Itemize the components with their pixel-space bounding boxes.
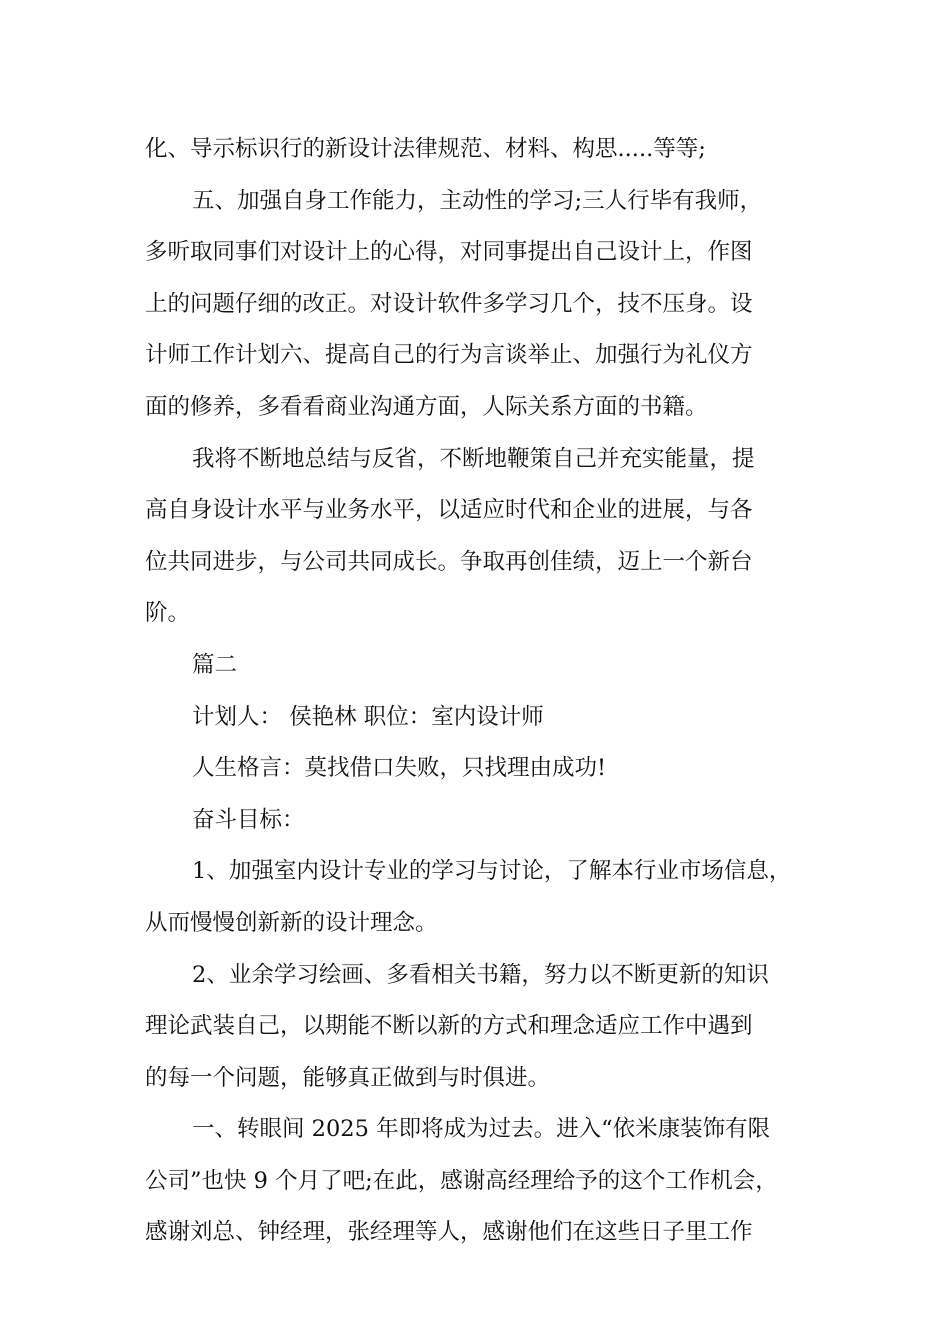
text-line: 奋斗目标： [192,806,305,833]
text-line: 计划人： 侯艳林 职位：室内设计师 [192,703,544,730]
text-line: 篇二 [192,651,238,678]
text-line: 位共同进步，与公司共同成长。争取再创佳绩，迈上一个新台 [145,548,753,575]
text-line: 感谢刘总、钟经理，张经理等人，感谢他们在这些日子里工作 [145,1219,753,1246]
text-line: 我将不断地总结与反省，不断地鞭策自己并充实能量，提 [192,445,755,472]
paragraph-p1 [145,124,813,176]
text-line: 公司”也快 9 个月了吧;在此，感谢高经理给予的这个工作机会， [145,1167,778,1194]
document-body [145,124,813,1259]
text-line: 五、加强自身工作能力，主动性的学习;三人行毕有我师， [192,187,763,214]
paragraph-p6 [145,743,813,795]
paragraph-p7 [145,795,813,847]
paragraph-p2 [145,176,813,434]
text-line: 人生格言：莫找借口失败，只找理由成功! [192,755,607,782]
text-line: 从而慢慢创新新的设计理念。 [145,909,438,936]
text-line: 理论武装自己，以期能不断以新的方式和理念适应工作中遇到 [145,1013,753,1040]
text-line: 面的修养，多看看商业沟通方面，人际关系方面的书籍。 [145,393,708,420]
text-line: 计师工作计划六、提高自己的行为言谈举止、加强行为礼仪方 [145,342,753,369]
text-line: 化、导示标识行的新设计法律规范、材料、构思.....等等; [145,136,706,162]
text-line: 上的问题仔细的改正。对设计软件多学习几个，技不压身。设 [145,290,753,317]
text-line: 多听取同事们对设计上的心得，对同事提出自己设计上，作图 [145,239,753,266]
text-line: 的每一个问题，能够真正做到与时俱进。 [145,1064,551,1091]
paragraph-p8 [145,846,813,949]
text-line: 2、业余学习绘画、多看相关书籍，努力以不断更新的知识 [192,961,769,988]
text-line: 一、转眼间 2025 年即将成为过去。进入“依米康装饰有限 [192,1116,771,1143]
text-line: 高自身设计水平与业务水平，以适应时代和企业的进展，与各 [145,497,753,524]
paragraph-p5 [145,692,813,744]
paragraph-p4 [145,640,813,692]
paragraph-p3 [145,434,813,640]
paragraph-p10 [145,1104,813,1259]
text-line: 阶。 [145,600,191,627]
paragraph-p9 [145,950,813,1105]
text-line: 1、加强室内设计专业的学习与讨论，了解本行业市场信息， [192,858,792,885]
